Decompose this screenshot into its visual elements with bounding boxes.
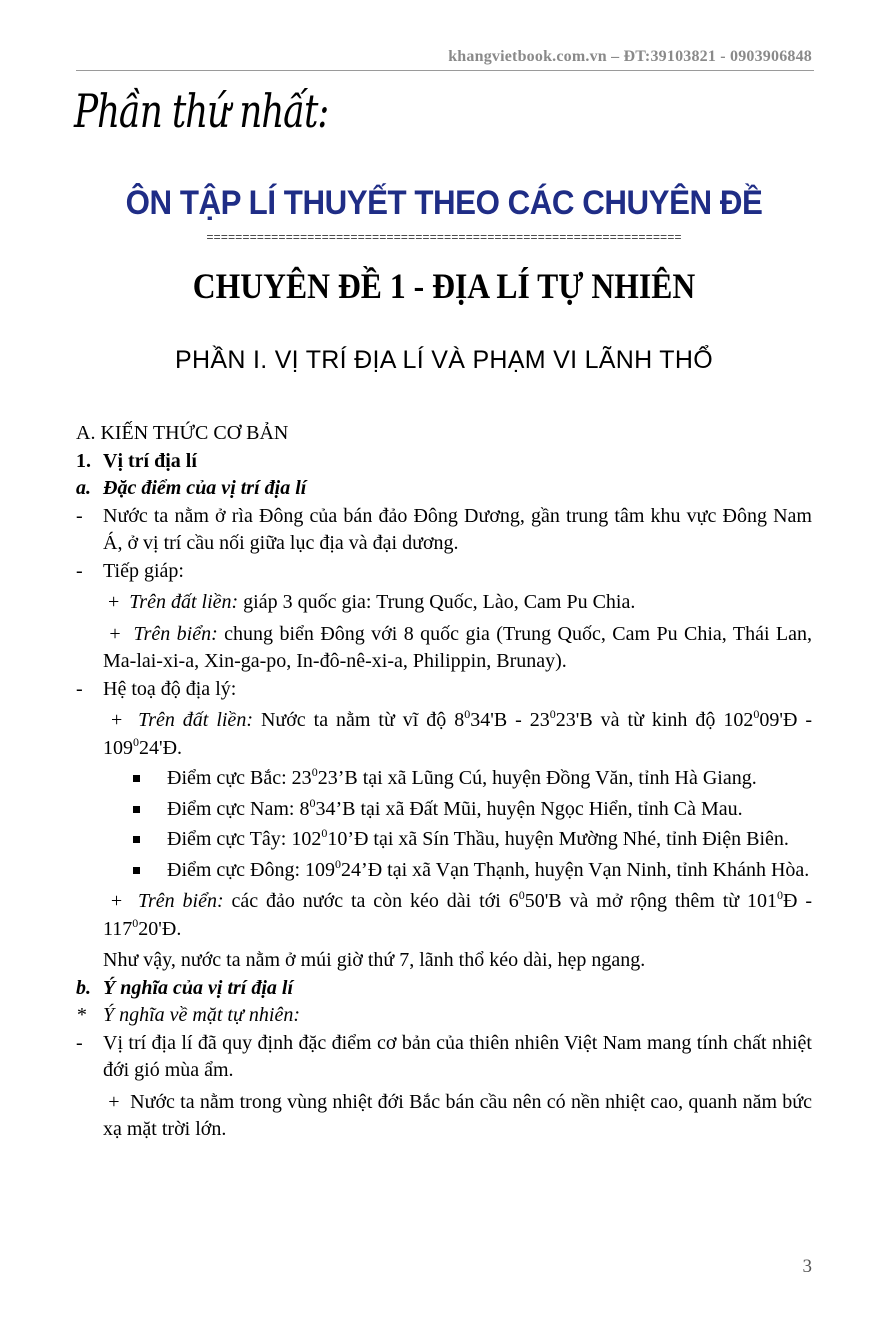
degree-mark: 0 [132,915,139,930]
paragraph-coordinates: Hệ toạ độ địa lý: [103,677,237,700]
paragraph-summary [76,947,812,975]
coord-text: các đảo nước ta còn kéo dài tới 6 [223,890,519,912]
coord-text: 34'B - 23 [470,709,550,731]
paragraph-borders: Tiếp giáp: [103,559,184,582]
degree-mark: 0 [464,707,471,721]
section-title: PHẦN I. VỊ TRÍ ĐỊA LÍ VÀ PHẠM VI LÃNH THỔ [175,346,713,374]
bullet-text: 34’B tại xã Đất Mũi, huyện Ngọc Hiển, tỉnh Cà Mau. [315,797,743,820]
chapter-title: CHUYÊN ĐỀ 1 - ĐỊA LÍ TỰ NHIÊN [192,266,696,306]
dash-marker: - [76,1031,83,1054]
degree-mark: 0 [518,888,525,902]
heading-1a-marker: a. [76,477,91,499]
degree-mark: 0 [311,765,318,779]
square-bullet-icon [133,867,140,874]
plus-marker: + [108,591,120,613]
plus-marker: + [108,1090,120,1113]
plus-marker: + [110,709,123,731]
land-coord-label: Trên đất liền: [138,709,253,731]
square-bullet-icon [133,806,140,813]
heading-1-text: Vị trí địa lí [103,449,197,472]
coord-text: Đ - 117 [103,890,813,940]
bullet-south-point [76,796,812,824]
coord-text: 09'Đ - 109 [103,709,813,759]
coord-text: 50'B và mở rộng thêm từ 101 [524,890,778,912]
star-marker: * [76,1004,86,1026]
land-border-text: giáp 3 quốc gia: Trung Quốc, Lào, Cam Pu Chia. [238,591,636,613]
tropical-text: Nước ta nằm trong vùng nhiệt đới Bắc bán cầu nên có nền nhiệt cao, quanh năm bức xạ mặt trời lớn. [103,1090,813,1140]
heading-1a [76,475,812,503]
sub-item-sea-border [76,621,812,676]
square-bullet-icon [133,775,140,782]
bullet-text: Điểm cực Nam: 8 [167,797,310,820]
list-item [76,676,812,704]
heading-1b-text: Ý nghĩa của vị trí địa lí [103,976,294,999]
paragraph-nature: Vị trí địa lí đã quy định đặc điểm cơ bản của thiên nhiên Việt Nam mang tính chất nhiệt đới gió mùa ẩm. [103,1031,812,1081]
bullet-north-point [76,765,812,793]
coord-text: 23'B và từ kinh độ 102 [555,709,754,731]
bullet-text: Điểm cực Tây: 102 [167,828,322,850]
degree-mark: 0 [753,707,760,721]
sub-item-land-coordinates [76,707,812,762]
bullet-text: Điểm cực Bắc: 23 [167,767,312,789]
heading-1b [76,975,812,1003]
dash-marker: - [76,504,83,527]
list-item [76,558,812,586]
coord-text: Nước ta nằm từ vĩ độ 8 [252,709,465,731]
list-item [76,503,812,558]
coord-text: 20'Đ. [138,917,182,940]
heading-a-text: A. KIẾN THỨC CƠ BẢN [76,422,289,444]
document-body [76,420,812,1144]
part-title: Phần thứ nhất: [74,84,329,138]
star-item-text: Ý nghĩa về mặt tự nhiên: [103,1004,300,1026]
main-title: ÔN TẬP LÍ THUYẾT THEO CÁC CHUYÊN ĐỀ [125,184,763,222]
heading-1a-text: Đặc điểm của vị trí địa lí [103,477,307,499]
land-label: Trên đất liền: [129,591,239,613]
degree-mark: 0 [321,826,328,840]
bullet-west-point [76,826,812,854]
coord-text: 24'Đ. [139,736,183,759]
header-rule [76,70,814,71]
sea-coord-label: Trên biển: [137,890,224,912]
degree-mark: 0 [777,888,784,902]
sub-item-land-border [76,589,812,617]
sea-border-text: chung biển Đông với 8 quốc gia (Trung Quốc, Cam Pu Chia, Thái Lan, Ma-lai-xi-a, Xin-ga-po, In-đô-nê-xi-a, Philippin, Brunay). [103,622,813,672]
bullet-text: 10’Đ tại xã Sín Thầu, huyện Mường Nhé, tỉnh Điện Biên. [327,828,789,850]
degree-mark: 0 [549,707,556,721]
sea-label: Trên biển: [133,622,218,645]
heading-1 [76,448,812,476]
sub-item-sea-coordinates [76,888,812,943]
page-header: khangvietbook.com.vn – ĐT:39103821 - 0903906848 [448,48,812,65]
bullet-text: 23’B tại xã Lũng Cú, huyện Đồng Văn, tỉnh Hà Giang. [317,767,757,789]
dash-marker: - [76,559,83,582]
degree-mark: 0 [309,795,316,810]
page-number: 3 [802,1256,812,1277]
dash-marker: - [76,677,83,700]
heading-a [76,420,812,448]
degree-mark: 0 [335,856,342,871]
degree-mark: 0 [133,734,139,749]
paragraph-location: Nước ta nằm ở rìa Đông của bán đảo Đông Dương, gần trung tâm khu vực Đông Nam Á, ở vị trí cầu nối giữa lục địa và đại dương. [103,504,812,554]
list-item [76,1030,812,1085]
heading-1-number: 1. [76,449,91,472]
plus-marker: + [110,890,123,912]
plus-marker: + [109,622,121,645]
star-item [76,1002,812,1030]
bullet-text: 24’Đ tại xã Vạn Thạnh, huyện Vạn Ninh, tỉnh Khánh Hòa. [341,858,810,881]
sub-item-tropical [76,1089,812,1144]
heading-1b-marker: b. [76,976,91,999]
summary-text: Như vậy, nước ta nằm ở múi giờ thứ 7, lãnh thổ kéo dài, hẹp ngang. [103,949,646,971]
bullet-text: Điểm cực Đông: 109 [167,858,336,881]
separator-line: ================================================================== [206,232,682,244]
square-bullet-icon [133,836,140,843]
bullet-east-point [76,857,812,885]
